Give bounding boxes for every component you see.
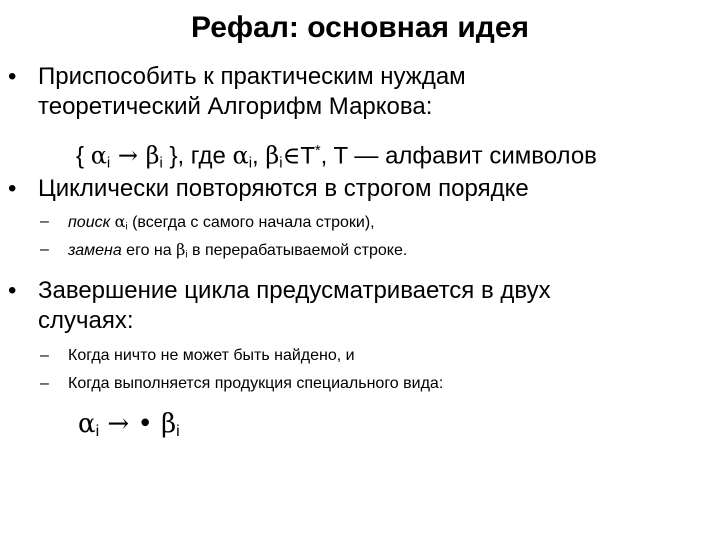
beta-symbol: β (145, 141, 160, 170)
bullet-marker: • (8, 277, 17, 304)
bullet-3-line-2: случаях: (38, 307, 134, 334)
index-i: i (95, 422, 100, 441)
beta-symbol: β (176, 240, 186, 259)
index-i: i (159, 155, 163, 172)
replace-note: в перерабатываемой строке. (187, 242, 408, 259)
dash-marker: – (40, 375, 49, 392)
alpha-symbol: α (90, 141, 107, 170)
search-note: (всегда с самого начала строки), (127, 214, 375, 231)
formula-final-rule (78, 408, 180, 446)
sub-bullet-nothing-found-text: Когда ничто не может быть найдено, и (68, 347, 355, 364)
index-i: i (106, 155, 111, 172)
formula-comma: , (252, 142, 266, 170)
replace-mid: его на (121, 242, 177, 259)
sub-bullet-special-production-text: Когда выполняется продукция специального вида: (68, 375, 444, 392)
index-i: i (125, 221, 128, 233)
brace-open: { (76, 142, 91, 170)
bullet-1-line-1: Приспособить к практическим нуждам (38, 63, 466, 90)
dash-marker: – (40, 347, 49, 364)
kleene-star: * (315, 143, 321, 159)
formula-where: }, где (162, 142, 233, 170)
beta-symbol: β (161, 409, 177, 439)
bullet-3-line-1: Завершение цикла предусматривается в двух (38, 277, 551, 304)
dash-marker: – (40, 241, 49, 258)
bullet-marker: • (8, 63, 17, 90)
bullet-1-line-2: теоретический Алгорифм Маркова: (38, 93, 433, 120)
search-word: поиск (68, 214, 111, 231)
alpha-symbol: α (232, 141, 249, 170)
bullet-marker: • (8, 175, 17, 202)
arrow-symbol: → (110, 141, 146, 170)
element-of-symbol: ∈ (282, 141, 301, 170)
alphabet-T: T (300, 142, 315, 170)
index-i: i (185, 249, 188, 261)
dash-marker: – (40, 213, 49, 230)
index-i: i (176, 422, 180, 441)
bullet-2-text: Циклически повторяются в строгом порядке (38, 175, 529, 202)
alpha-symbol: α (78, 409, 96, 439)
formula-alphabet-text: , T — алфавит символов (320, 142, 597, 170)
formula-markov-rule (76, 136, 597, 178)
index-i: i (279, 155, 283, 172)
slide-title: Рефал: основная идея (190, 11, 530, 44)
replace-word: замена (68, 242, 122, 259)
terminal-arrow-symbol: → • (99, 409, 162, 439)
index-i: i (248, 155, 253, 172)
beta-symbol: β (265, 141, 280, 170)
alpha-symbol: α (114, 212, 126, 231)
